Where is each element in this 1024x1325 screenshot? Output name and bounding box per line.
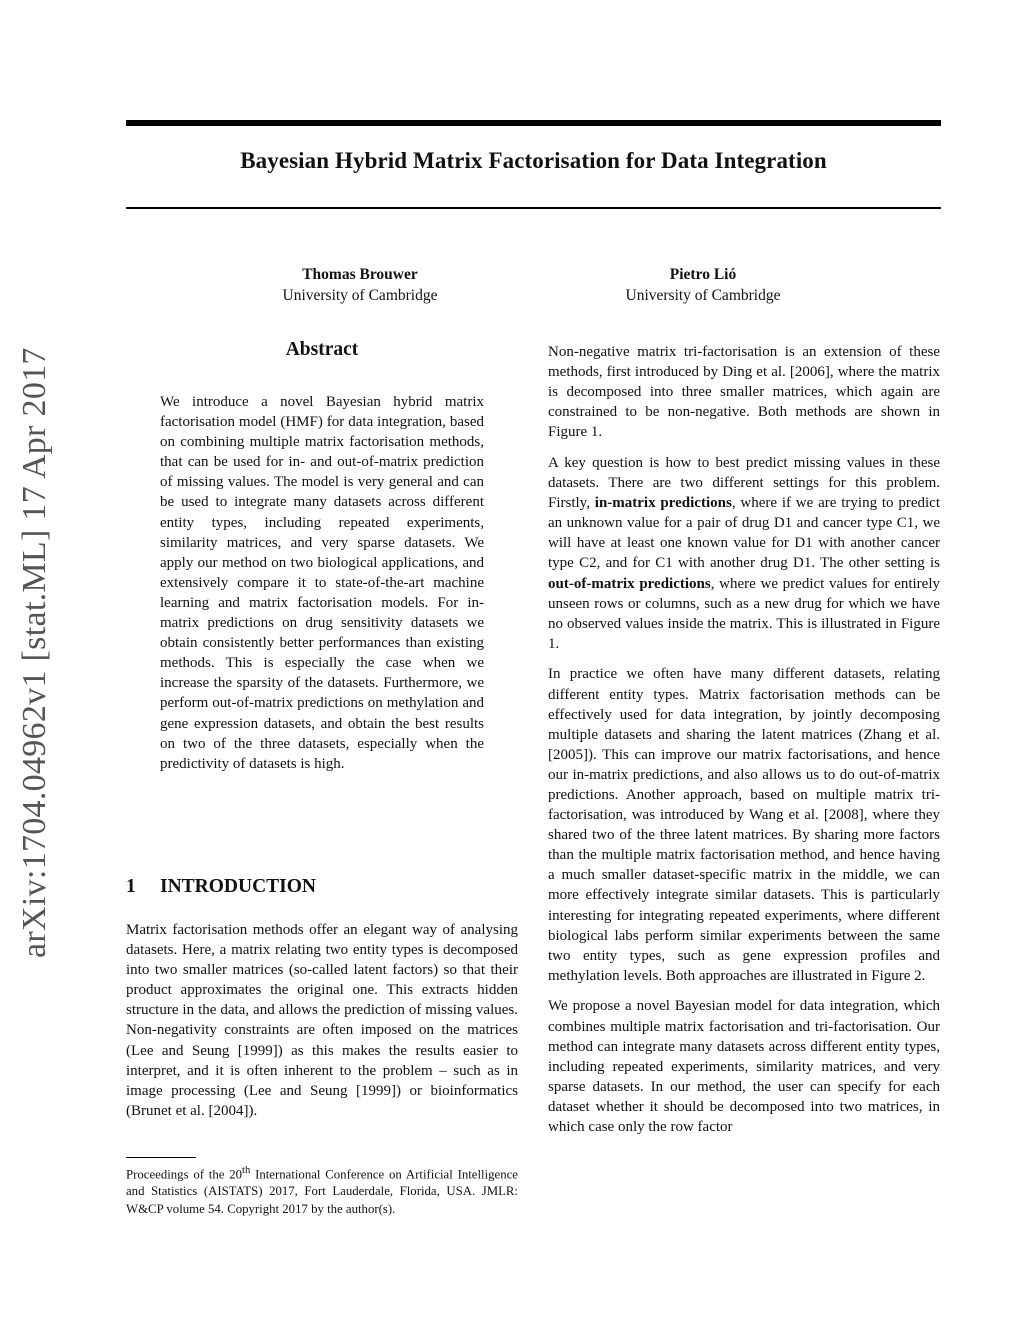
footnote-text-post: International Conference on Artificial Intelligence and Statistics (AISTATS) 2017, Fort Lauderdale, Florida, USA. JMLR: W&CP volume 54. Copyright 2017 by the author(s). — [126, 1167, 518, 1216]
abstract-paragraph: We introduce a novel Bayesian hybrid matrix factorisation model (HMF) for data integration, based on combining multiple matrix factorisation methods, that can be used for in- and out-of-matrix prediction of missing values. The model is very general and can be used to integrate many datasets across different entity types, including repeated experiments, similarity matrices, and very sparse datasets. We apply our method on two biological applications, and extensively compare it to state-of-the-art machine learning and matrix factorisation models. For in-matrix predictions on drug sensitivity datasets we obtain consistently better performances than existing methods. This is especially the case when we increase the sparsity of the datasets. Furthermore, we perform out-of-matrix predictions on methylation and gene expression datasets, and obtain the best results on two of the three datasets, especially when the predictivity of datasets is high. — [160, 394, 484, 772]
footnote — [126, 1162, 518, 1218]
footnote-text-pre: Proceedings of the 20 — [126, 1167, 242, 1182]
text-run: , where if we are trying to predict an unknown value for a pair of drug D1 and cancer type C1, we will have at least one known value for D1 with another cancer type C2, and for C1 with another drug D1. The other setting is — [548, 495, 941, 572]
footnote-rule — [126, 1157, 196, 1158]
author-block-2 — [553, 264, 853, 306]
abstract-text — [160, 392, 484, 774]
paragraph-prediction-settings — [548, 453, 940, 654]
author-name: Pietro Lió — [669, 266, 737, 283]
paragraph-data-integration: In practice we often have many different datasets, relating different entity types. Matrix factorisation methods can be effectively used for data integration, by jointly decomposing multiple datasets and sharing the latent matrices (Zhang et al. [2005]). This can improve our matrix factorisations, and hence our in-matrix predictions, and also allows us to do out-of-matrix predictions. Another approach, based on multiple matrix tri-factorisation, was introduced by Wang et al. [2008], where they shared two of the three latent matrices. By sharing more factors than the multiple matrix factorisation method, and hence having a much smaller dataset-specific matrix in the middle, we can more effectively integrate similar datasets. This is particularly interesting for integrating repeated experiments, where different biological labs perform similar experiments between the same two entity types, such as gene expression profiles and methylation levels. Both approaches are illustrated in Figure 2. — [548, 666, 940, 984]
section-heading-introduction — [126, 876, 316, 898]
term-in-matrix: in-matrix predictions — [594, 495, 732, 512]
section-title: INTRODUCTION — [160, 876, 317, 897]
abstract-heading: Abstract — [285, 339, 359, 360]
title-rule-top — [126, 120, 941, 126]
author-name: Thomas Brouwer — [302, 266, 418, 283]
text-run: , where we predict values for entirely unseen rows or columns, such as a new drug for which we have no observed values inside the matrix. This is illustrated in Figure 1. — [548, 575, 940, 652]
right-column — [548, 342, 940, 1148]
author-affiliation: University of Cambridge — [282, 287, 438, 304]
intro-text — [126, 920, 518, 1121]
paper-title: Bayesian Hybrid Matrix Factorisation for Data Integration — [240, 148, 827, 173]
arxiv-identifier: arXiv:1704.04962v1 [stat.ML] 17 Apr 2017 — [16, 347, 53, 958]
text-run: A key question is how to best predict missing values in these datasets. There are two different settings for this problem. Firstly, — [548, 454, 940, 512]
section-number: 1 — [126, 876, 136, 897]
title-rule-bottom — [126, 207, 941, 209]
footnote-superscript: th — [242, 1165, 251, 1176]
author-affiliation: University of Cambridge — [625, 287, 781, 304]
intro-paragraph-1: Matrix factorisation methods offer an elegant way of analysing datasets. Here, a matrix relating two entity types is decomposed into two smaller matrices (so-called latent factors) so that their product approximates the original one. This extracts hidden structure in the data, and allows the prediction of missing values. Non-negativity constraints are often imposed on the matrices (Lee and Seung [1999]) as this makes the results easier to interpret, and it is often inherent to the problem – such as in image processing (Lee and Seung [1999]) or bioinformatics (Brunet et al. [2004]). — [126, 922, 518, 1119]
paragraph-proposed-model: We propose a novel Bayesian model for data integration, which combines multiple matrix factorisation and tri-factorisation. Our method can integrate many datasets across different entity types, including repeated experiments, similarity matrices, and very sparse datasets. In our method, the user can specify for each dataset whether it should be decomposed into two matrices, in which case only the row factor — [548, 998, 940, 1135]
term-out-of-matrix: out-of-matrix predictions — [548, 575, 711, 592]
paragraph-tri-factorisation: Non-negative matrix tri-factorisation is an extension of these methods, first introduced by Ding et al. [2006], where the matrix is decomposed into three smaller matrices, which again are constrained to be non-negative. Both methods are shown in Figure 1. — [548, 344, 940, 441]
author-block-1 — [210, 264, 510, 306]
